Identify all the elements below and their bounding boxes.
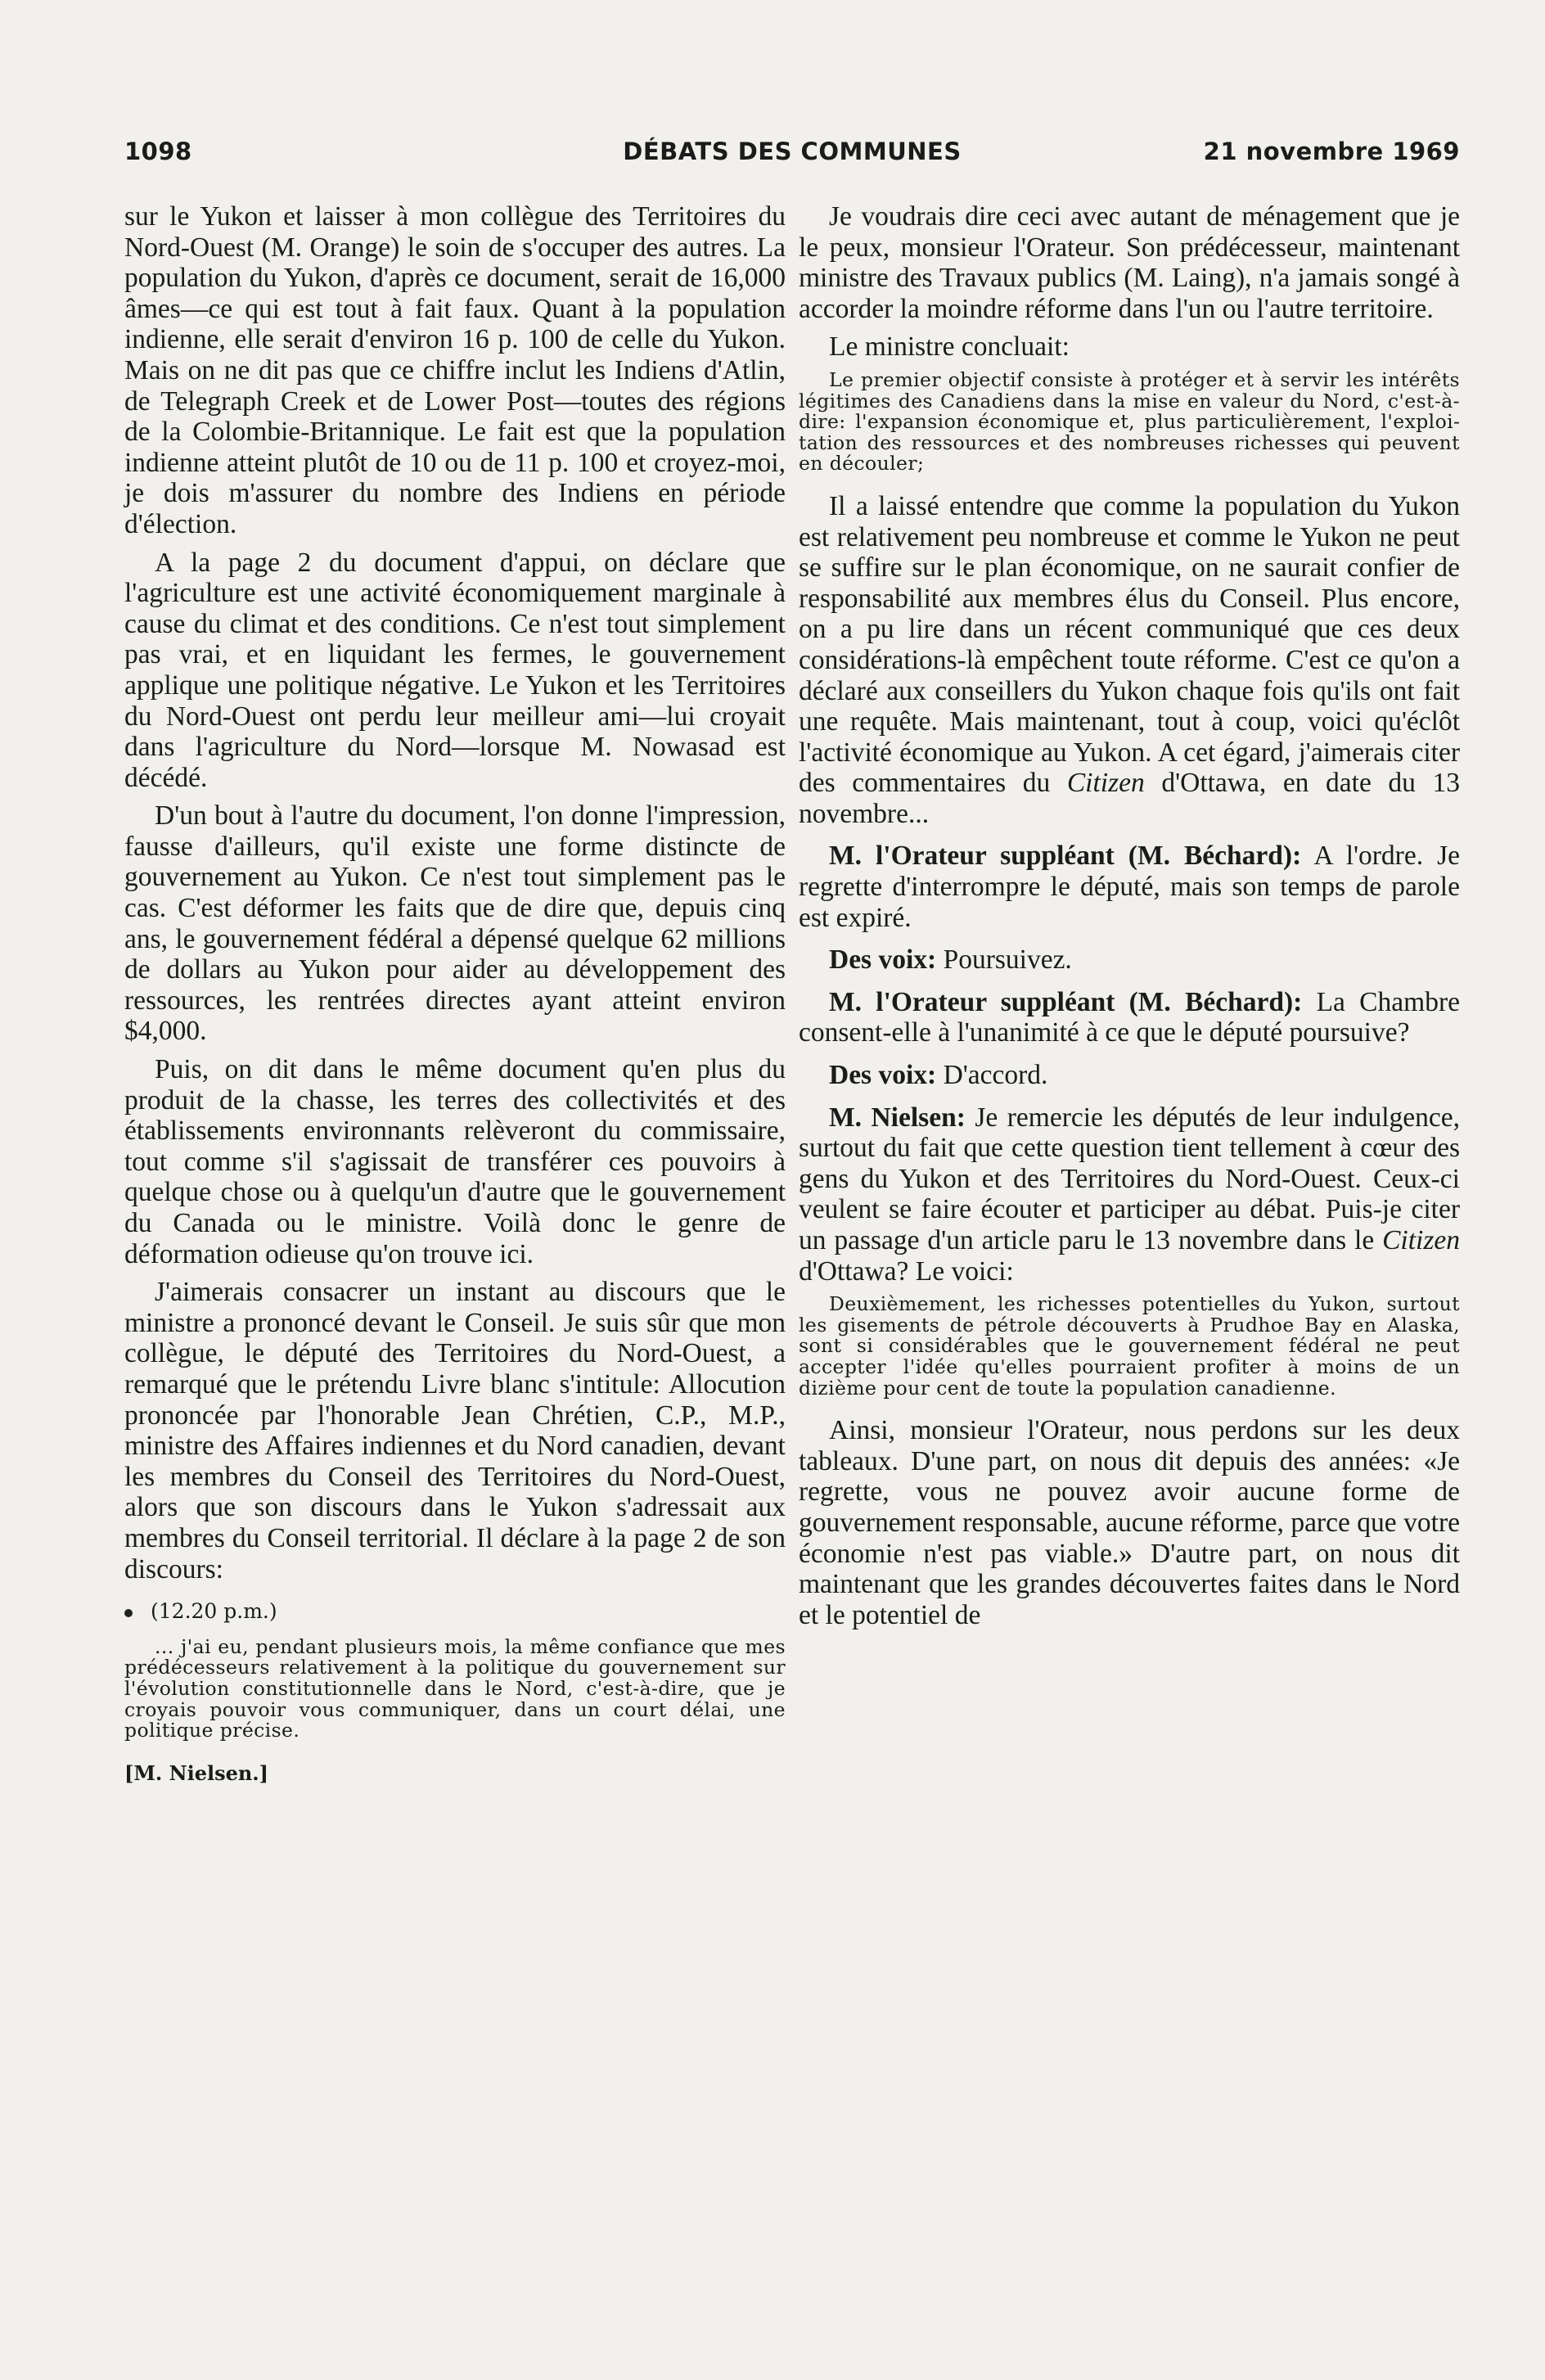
paragraph: A la page 2 du document d'appui, on déclare que l'agriculture est une activité économiquement marginale à cause du climat et des conditions. Ce n'est tout simplement pas vrai, et en liquidant les fermes, le gouvernement applique une politique négative. Le Yukon et les Territoires du Nord-Ouest ont perdu leur meilleur ami—lui croyait dans l'agriculture du Nord—lorsque M. Nowasad est décédé. xyxy=(124,547,786,793)
speech-text: La Chambre consent-elle à l'unanimité à ce que le député poursuive? xyxy=(799,986,1460,1048)
paragraph: Ainsi, monsieur l'Orateur, nous perdons sur les deux tableaux. D'une part, on nous dit depuis des années: «Je regrette, vous ne pouvez avoir aucune forme de gouvernement responsable, aucune réforme, parce que votre économie n'est pas viable.» D'autre part, on nous dit maintenant que les grandes découvertes faites dans le Nord et le potentiel de xyxy=(799,1415,1460,1630)
running-title: DÉBATS DES COMMUNES xyxy=(623,137,962,165)
timestamp-text: (12.20 p.m.) xyxy=(151,1599,277,1624)
paragraph: Je voudrais dire ceci avec autant de ménagement que je le peux, monsieur l'Orateur. Son prédécesseur, maintenant ministre des Travaux publics (M. Laing), n'a jamais songé à accorder la moindre réforme dans l'un ou l'autre territoire. xyxy=(799,201,1460,324)
speech-text-end: d'Ottawa? Le voici: xyxy=(799,1255,1014,1287)
speaker-paragraph xyxy=(799,1102,1460,1287)
speech-text: A l'ordre. Je regrette d'interrompre le député, mais son temps de parole est expiré. xyxy=(799,841,1460,933)
speaker-name: M. l'Orateur suppléant (M. Béchard): xyxy=(829,841,1302,872)
left-column xyxy=(124,201,786,1788)
paragraph: Le ministre concluait: xyxy=(829,331,1070,363)
paragraph: D'un bout à l'autre du document, l'on donne l'impression, fausse d'ailleurs, qu'il existe une forme distincte de gouvernement au Yukon. Ce n'est tout simplement pas le cas. C'est déformer les faits que de dire que, depuis cinq ans, le gouvernement fédéral a dépensé quelque 62 millions de dollars au Yukon pour aider au développement des ressources, les rentrées directes ayant atteint environ $4,000. xyxy=(124,800,786,1047)
speaker-paragraph xyxy=(799,1060,1460,1091)
paragraph: J'aimerais consacrer un instant au discours que le ministre a prononcé devant le Conseil. Je suis sûr que mon collègue, le député des Territoires du Nord-Ouest, a remarqué que le prétendu Livre blanc s'intitule: Allocution prononcée par l'honorable Jean Chrétien, C.P., M.P., ministre des Affaires indiennes et du Nord canadien, devant les membres du Conseil des Territoires du Nord-Ouest, alors que son discours dans le Yukon s'adressait aux membres du Conseil territorial. Il déclare à la page 2 de son discours: xyxy=(124,1277,786,1584)
paragraph: Puis, on dit dans le même document qu'en plus du produit de la chasse, les terres des collectivités et des établissements environnants relèveront du commissaire, tout comme s'il s'agissait de transférer ces pouvoirs à quelque chose ou à quelqu'un d'autre que le gouvernement du Canada ou le ministre. Voilà donc le genre de déformation odieuse qu'on trouve ici. xyxy=(124,1054,786,1269)
speaker-paragraph xyxy=(799,944,1460,976)
paragraph xyxy=(799,491,1460,830)
speech-text: Je remercie les députés de leur indulgence, surtout du fait que cette question tient tellement à cœur des gens du Yukon et des Territoires du Nord-Ouest. Ceux-ci veulent se faire écouter et participer au débat. Puis-je citer un passage d'un article paru le 13 novembre dans le xyxy=(799,1102,1460,1255)
speaker-paragraph xyxy=(799,841,1460,933)
speech-text: D'accord. xyxy=(936,1060,1048,1091)
speaker-paragraph xyxy=(799,987,1460,1048)
bullet-dot-icon xyxy=(124,1609,133,1617)
paragraph-text-end: d'Ottawa, en date du 13 novembre... xyxy=(799,768,1460,829)
block-quote: Deuxièmement, les richesses potentielles du Yukon, surtout les gisements de pétrole découverts à Prudhoe Bay en Alaska, sont si considérables que le gouvernement fédéral ne peut accepter l'idée qu'elles pourraient profiter à moins de un dizième pour cent de toute la population canadienne. xyxy=(799,1292,1460,1400)
page-number: 1098 xyxy=(124,137,192,165)
right-column xyxy=(799,201,1460,1638)
speech-text: Poursuivez. xyxy=(936,944,1072,976)
speaker-name: M. Nielsen: xyxy=(829,1102,966,1133)
timestamp xyxy=(124,1596,786,1627)
page-header xyxy=(124,137,1460,174)
block-quote: ... j'ai eu, pendant plusieurs mois, la même confiance que mes prédécesseurs relativement à la politique du gouvernement sur l'évolution constitutionnelle dans le Nord, c'est-à-dire, que je croyais pouvoir vous communiquer, dans un court délai, une politique précise. xyxy=(124,1634,786,1742)
paragraph: sur le Yukon et laisser à mon collègue des Territoires du Nord-Ouest (M. Orange) le soin de s'occuper des autres. La population du Yukon, d'après ce document, serait de 16,000 âmes—ce qui est tout à fait faux. Quant à la population indienne, elle serait d'environ 16 p. 100 de celle du Yukon. Mais on ne dit pas que ce chiffre inclut les Indiens d'Atlin, de Telegraph Creek et de Lower Post—toutes des régions de la Colombie-Britannique. Le fait est que la population indienne atteint plutôt de 10 ou de 11 p. 100 et croyez-moi, je dois m'assurer du nombre des Indiens en période d'élection. xyxy=(124,201,786,539)
publication-name: Citizen xyxy=(1066,768,1145,799)
speaker-name: M. l'Orateur suppléant (M. Béchard): xyxy=(829,986,1303,1017)
block-quote: Le premier objectif consiste à protéger et à servir les intérêts légitimes des Canadiens dans la mise en valeur du Nord, c'est-à-dire: l'expansion économique et, plus particulièrement, l'exploitation des ressources et des nombreuses richesses qui peuvent en découler; xyxy=(799,367,1460,476)
paragraph-text: Il a laissé entendre que comme la population du Yukon est relativement peu nombreuse et comme le Yukon ne peut se suffire sur le plan économique, on ne saurait confier de responsabilité aux membres élus du Conseil. Plus encore, on a pu lire dans un récent communiqué que ces deux considérations-là empêchent toute réforme. C'est ce qu'on a déclaré aux conseillers du Yukon chaque fois qu'ils ont fait une requête. Mais maintenant, tout à coup, voici qu'éclôt l'activité économique au Yukon. A cet égard, j'aimerais citer des commentaires du xyxy=(799,490,1460,799)
publication-name: Citizen xyxy=(1382,1225,1460,1255)
header-date: 21 novembre 1969 xyxy=(1203,137,1460,165)
speaker-attribution: [M. Nielsen.] xyxy=(124,1760,269,1785)
speaker-name: Des voix: xyxy=(829,944,937,976)
speaker-name: Des voix: xyxy=(829,1060,937,1091)
